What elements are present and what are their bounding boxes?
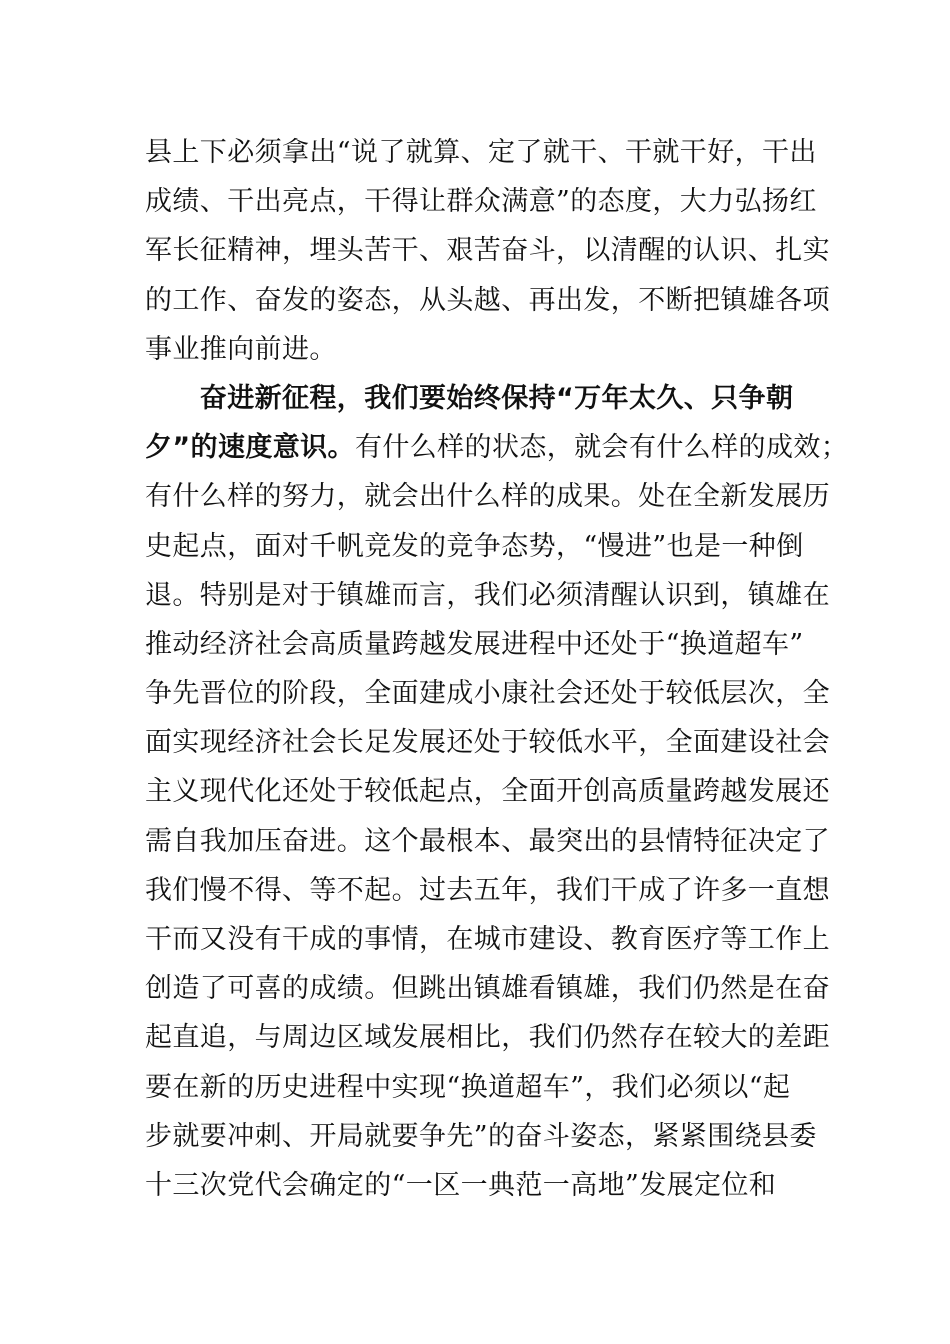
text-line bbox=[145, 1112, 817, 1161]
bold-run: 奋进新征程，我们要始终保持“万年太久、只争朝 bbox=[145, 382, 794, 414]
text-line bbox=[145, 1013, 830, 1062]
body-text bbox=[145, 128, 849, 1210]
text-run: 有什么样的努力，就会出什么样的成果。处在全新发展历 bbox=[145, 481, 830, 513]
text-line bbox=[145, 718, 830, 767]
text-run: 成绩、干出亮点，干得让群众满意”的态度，大力弘扬红 bbox=[145, 186, 817, 218]
text-run: 干而又没有干成的事情，在城市建设、教育医疗等工作上 bbox=[145, 924, 830, 955]
text-line bbox=[145, 964, 830, 1013]
text-line bbox=[145, 915, 830, 964]
text-line bbox=[145, 226, 830, 275]
text-line bbox=[145, 177, 817, 226]
text-run: 有什么样的状态，就会有什么样的成效； bbox=[354, 432, 849, 464]
text-line bbox=[145, 276, 830, 325]
text-run: 县上下必须拿出“说了就算、定了就干、干就干好，干出 bbox=[145, 137, 817, 168]
text-run: 军长征精神，埋头苦干、艰苦奋斗，以清醒的认识、扎实 bbox=[145, 235, 830, 267]
text-line bbox=[145, 866, 830, 915]
text-run: 推动经济社会高质量跨越发展进程中还处于“换道超车” bbox=[145, 628, 804, 660]
text-line bbox=[145, 128, 817, 177]
text-run: 退。特别是对于镇雄而言，我们必须清醒认识到，镇雄在 bbox=[145, 579, 830, 611]
text-line bbox=[145, 374, 810, 423]
text-line bbox=[145, 669, 830, 718]
text-run: 的工作、奋发的姿态，从头越、再出发，不断把镇雄各项 bbox=[145, 284, 830, 316]
bold-run: 夕”的速度意识。 bbox=[145, 432, 355, 464]
text-line bbox=[145, 571, 830, 620]
text-line bbox=[145, 423, 849, 472]
text-line bbox=[145, 767, 830, 816]
text-run: 我们慢不得、等不起。过去五年，我们干成了许多一直想 bbox=[145, 874, 830, 906]
text-run: 创造了可喜的成绩。但跳出镇雄看镇雄，我们仍然是在奋 bbox=[145, 973, 830, 1005]
text-run: 要在新的历史进程中实现“换道超车”，我们必须以“起 bbox=[145, 1071, 791, 1103]
text-line bbox=[145, 817, 830, 866]
text-run: 主义现代化还处于较低起点，全面开创高质量跨越发展还 bbox=[145, 776, 830, 808]
text-run: 起直追，与周边区域发展相比，我们仍然存在较大的差距 bbox=[145, 1022, 830, 1054]
text-line bbox=[145, 620, 810, 669]
text-run: 面实现经济社会长足发展还处于较低水平，全面建设社会 bbox=[145, 727, 830, 759]
text-run: 事业推向前进。 bbox=[145, 333, 337, 365]
text-run: 争先晋位的阶段，全面建成小康社会还处于较低层次，全 bbox=[145, 678, 830, 710]
text-run: 史起点，面对千帆竞发的竞争态势，“慢进”也是一种倒 bbox=[145, 530, 804, 562]
text-line bbox=[145, 472, 830, 521]
text-run: 步就要冲刺、开局就要争先”的奋斗姿态，紧紧围绕县委 bbox=[145, 1120, 817, 1152]
text-line bbox=[145, 1161, 810, 1210]
text-run: 十三次党代会确定的“一区一典范一高地”发展定位和 bbox=[145, 1169, 777, 1201]
text-run: 需自我加压奋进。这个最根本、最突出的县情特征决定了 bbox=[145, 825, 830, 857]
text-line bbox=[145, 1063, 810, 1112]
text-line bbox=[145, 522, 810, 571]
text-line bbox=[145, 325, 810, 374]
